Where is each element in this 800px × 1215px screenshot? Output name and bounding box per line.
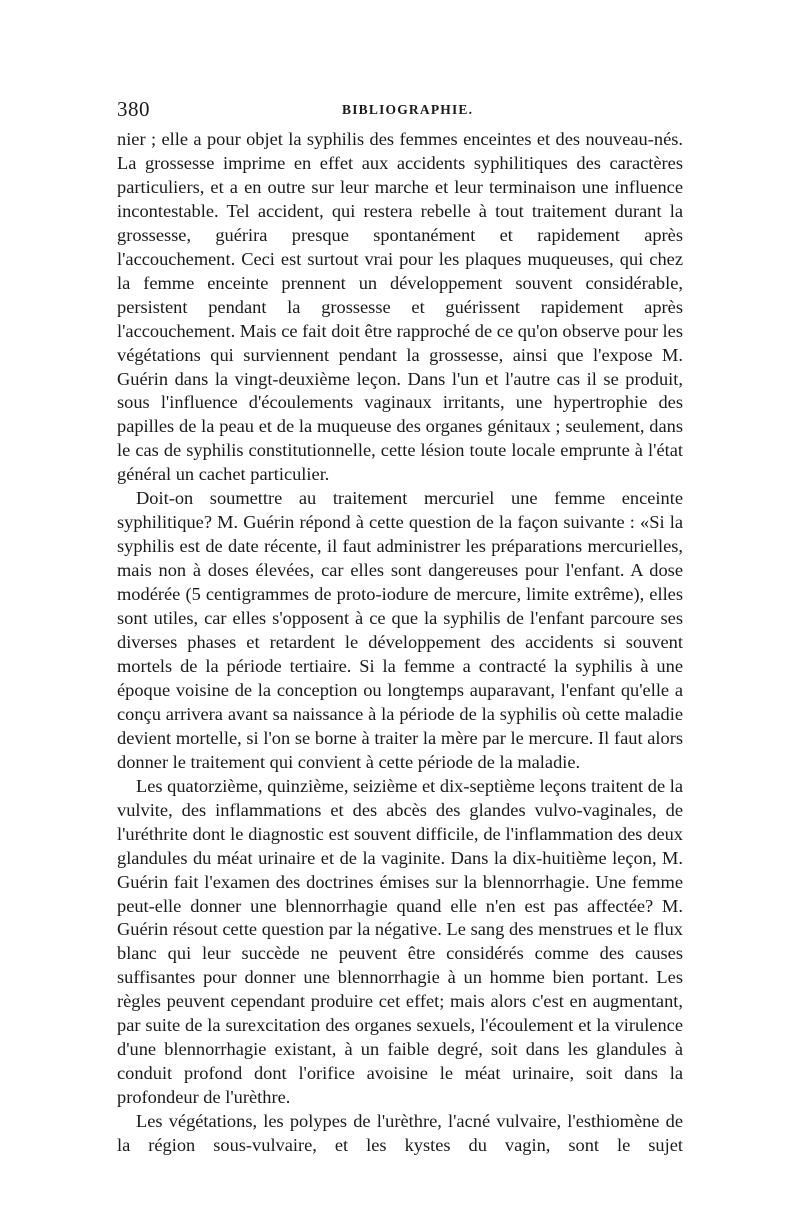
paragraph: Les quatorzième, quinzième, seizième et dix-septième leçons traitent de la vulvite, des inflammations et des abcès des glandes vulvo-vaginales, de l'uréthrite dont le diagnostic est souvent difficile, de l'inflammation des deux glandules du méat urinaire et de la vaginite. Dans la dix-huitième leçon, M. Guérin fait l'examen des doctrines émises sur la blennorrhagie. Une femme peut-elle donner une blennorrhagie quand elle n'en est pas affectée? M. Guérin résout cette question par la négative. Le sang des menstrues et le flux blanc qui leur succède ne peuvent être considérés comme des causes suffisantes pour donner une blennorrhagie à un homme bien portant. Les règles peuvent cependant produire cet effet; mais alors c'est en augmentant, par suite de la surexcitation des organes sexuels, l'écoulement et la virulence d'une blennorrhagie existant, à un faible degré, soit dans les glandules à conduit profond dont l'orifice avoisine le méat urinaire, soit dans la profondeur de l'urèthre. (117, 775, 683, 1108)
paragraph: Doit-on soumettre au traitement mercuriel une femme enceinte syphilitique? M. Guérin répond à cette question de la façon suivante : «Si la syphilis est de date récente, il faut administrer les préparations mercurielles, mais non à doses élevées, car elles sont dangereuses pour l'enfant. A dose modérée (5 centigrammes de proto-iodure de mercure, limite extrême), elles sont utiles, car elles s'opposent à ce que la syphilis de l'enfant parcoure ses diverses phases et retardent le développement des accidents si souvent mortels de la période tertiaire. Si la femme a contracté la syphilis à une époque voisine de la conception ou longtemps auparavant, l'enfant qu'elle a conçu arrivera avant sa naissance à la période de la syphilis où cette maladie devient mortelle, si l'on se borne à traiter la mère par le mercure. Il faut alors donner le traitement qui convient à cette période de la maladie. (117, 488, 683, 772)
paragraph: Les végétations, les polypes de l'urèthre, l'acné vulvaire, l'esthiomène de la région sous-vulvaire, et les kystes du vagin, sont le sujet (117, 1111, 683, 1156)
paragraph: nier ; elle a pour objet la syphilis des femmes enceintes et des nouveau-nés. La grossesse imprime en effet aux accidents syphilitiques des caractères particuliers, et a en outre sur leur marche et leur terminaison une influence incontestable. Tel accident, qui restera rebelle à tout traitement durant la grossesse, guérira presque spontanément et rapidement après l'accouchement. Ceci est surtout vrai pour les plaques muqueuses, qui chez la femme enceinte prennent un développement souvent considérable, persistent pendant la grossesse et guérissent rapidement après l'accouchement. Mais ce fait doit être rapproché de ce qu'on observe pour les végétations qui surviennent pendant la grossesse, ainsi que l'expose M. Guérin dans la vingt-deuxième leçon. Dans l'un et l'autre cas il se produit, sous l'influence d'écoulements vaginaux irritants, une hypertrophie des papilles de la peau et de la muqueuse des organes génitaux ; seulement, dans le cas de syphilis constitutionnelle, cette lésion toute locale emprunte à l'état général un cachet particulier. (117, 129, 683, 485)
running-head (117, 94, 683, 124)
running-title: BIBLIOGRAPHIE. (342, 102, 474, 117)
body-text (117, 128, 683, 1158)
page-number: 380 (117, 97, 150, 121)
